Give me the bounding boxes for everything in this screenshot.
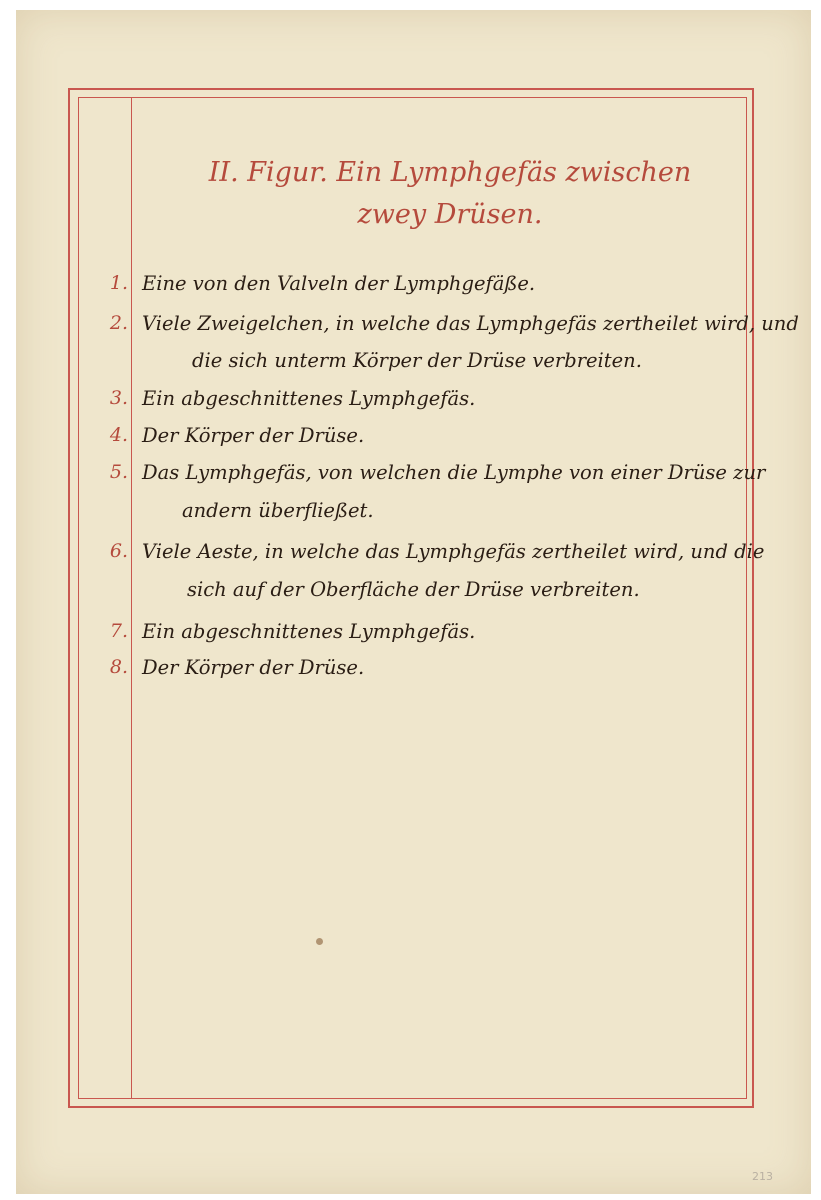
item-text: Viele Aeste, in welche das Lymphgefäs zertheilet wird, und die [142,540,765,563]
item-text-continuation: die sich unterm Körper der Drüse verbreiten. [192,349,642,372]
item-number: 6. [109,540,128,562]
item-number: 3. [109,387,128,409]
item-text: Der Körper der Drüse. [142,424,365,447]
item-text: Ein abgeschnittenes Lymphgefäs. [142,387,476,410]
item-number: 1. [109,272,128,294]
item-text-continuation: sich auf der Oberfläche der Drüse verbreiten. [187,578,640,601]
page-title: II. Figur. Ein Lymphgefäs zwischen zwey Drüsen. [208,157,692,230]
item-text: Viele Zweigelchen, in welche das Lymphgefäs zertheilet wird, und [142,312,799,335]
item-text-continuation: andern überfließet. [182,499,374,522]
item-text: Das Lymphgefäs, von welchen die Lymphe von einer Drüse zur [142,461,766,484]
item-number: 4. [109,424,128,446]
item-number: 2. [109,312,128,334]
item-number: 7. [109,620,128,642]
left-margin-rule [131,98,132,1098]
item-number: 8. [109,656,128,678]
item-number: 5. [109,461,128,483]
ink-stain [316,938,323,945]
item-text: Der Körper der Drüse. [142,656,365,679]
item-text: Ein abgeschnittenes Lymphgefäs. [142,620,476,643]
item-text: Eine von den Valveln der Lymphgefäße. [142,272,536,295]
pencil-page-number: 213 [752,1170,773,1183]
